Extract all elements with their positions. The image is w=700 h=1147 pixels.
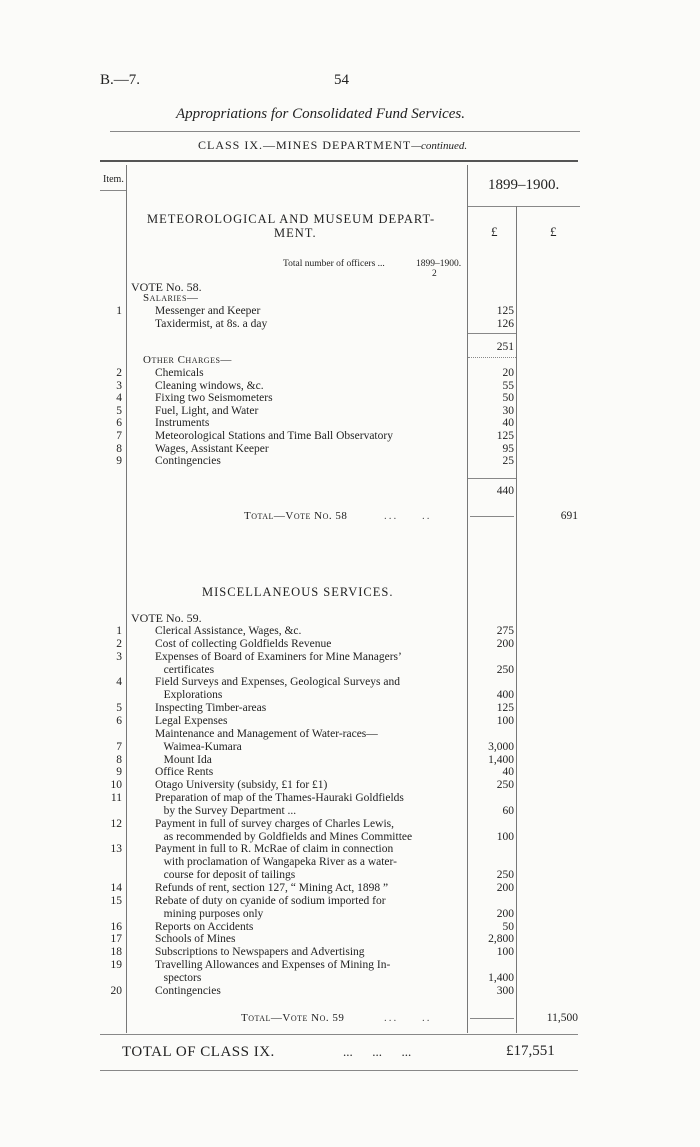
item-description: as recommended by Goldfields and Mines Committee <box>155 830 413 843</box>
item-description: Contingencies <box>155 984 221 997</box>
item-number: 4 <box>116 676 122 689</box>
item-number: 10 <box>110 779 122 792</box>
item-description: Subscriptions to Newspapers and Advertising <box>155 946 365 959</box>
item-number: 19 <box>110 959 122 972</box>
item-number: 7 <box>116 740 122 753</box>
item-description: Payment in full of survey charges of Charles Lewis, <box>155 817 394 830</box>
vote-58-heading: VOTE No. 58. <box>131 280 202 294</box>
item-number: 1 <box>116 305 122 317</box>
item-description: Preparation of map of the Thames-Hauraki Goldfields <box>155 792 404 805</box>
item-number: 13 <box>110 843 122 856</box>
item-number: 2 <box>116 367 122 379</box>
item-amount: 1,400 <box>488 753 514 766</box>
other-subtotal: 440 <box>496 485 514 497</box>
item-amount: 100 <box>496 830 514 843</box>
item-description: Cost of collecting Goldfields Revenue <box>155 637 332 650</box>
item-number: 8 <box>116 442 122 455</box>
ledger-row <box>0 984 700 998</box>
page-title: Appropriations for Consolidated Fund Services. <box>176 106 466 122</box>
item-description: Payment in full to R. McRae of claim in connection <box>155 843 394 856</box>
item-number: 18 <box>110 946 122 959</box>
item-number: 5 <box>116 404 122 417</box>
item-amount: 250 <box>496 779 514 792</box>
item-number: 5 <box>116 702 122 715</box>
vote-59-total-label: Total—Vote No. 59 <box>241 1012 345 1024</box>
item-description: spectors <box>155 971 202 984</box>
item-amount: 40 <box>502 417 514 430</box>
grand-total-dots: ... ... ... <box>343 1044 412 1059</box>
item-description: Refunds of rent, section 127, “ Mining Act, 1898 ” <box>155 882 389 894</box>
item-description: Waimea-Kumara <box>155 740 242 753</box>
pound-header-2: £ <box>550 224 557 239</box>
item-amount: 250 <box>496 663 514 676</box>
other-charges-heading: Other Charges— <box>143 354 232 366</box>
title-rule <box>110 131 580 132</box>
item-number: 16 <box>110 920 122 933</box>
vote-59-total: 11,500 <box>546 1012 578 1024</box>
page-number: 54 <box>334 72 349 88</box>
salaries-subtotal: 251 <box>496 341 514 353</box>
item-number: 3 <box>116 650 122 663</box>
vote-58-total-label: Total—Vote No. 58 <box>244 510 348 522</box>
vote-58-total-rule <box>470 516 514 517</box>
officers-label: Total number of officers ... <box>283 259 385 269</box>
item-column-header: Item. <box>103 174 124 185</box>
item-description: Expenses of Board of Examiners for Mine Managers’ <box>155 650 402 663</box>
item-amount: 125 <box>496 702 514 715</box>
item-description: Mount Ida <box>155 753 212 766</box>
item-description: Messenger and Keeper <box>155 305 261 317</box>
item-number: 14 <box>110 882 122 894</box>
item-description: Meteorological Stations and Time Ball Observatory <box>155 430 393 442</box>
item-description: by the Survey Department ... <box>155 804 297 817</box>
item-amount: 20 <box>502 367 514 379</box>
vote-58-total-dots: ... .. <box>384 510 432 522</box>
item-number: 3 <box>116 379 122 392</box>
vote-59-heading: VOTE No. 59. <box>131 611 202 625</box>
item-amount: 300 <box>496 984 514 997</box>
item-number: 4 <box>116 392 122 405</box>
item-amount: 125 <box>496 430 514 442</box>
item-description: Contingencies <box>155 455 221 468</box>
item-amount: 30 <box>502 404 514 417</box>
misc-services-heading: MISCELLANEOUS SERVICES. <box>202 585 394 599</box>
item-description: Reports on Accidents <box>155 920 254 933</box>
item-description: Otago University (subsidy, £1 for £1) <box>155 779 328 792</box>
officers-count: 2 <box>432 269 437 279</box>
section-heading-line2: MENT. <box>274 226 317 240</box>
item-number: 17 <box>110 933 122 946</box>
item-number: 6 <box>116 714 122 727</box>
item-amount: 95 <box>502 442 514 455</box>
continued-note: —continued. <box>411 140 468 152</box>
item-description: mining purposes only <box>155 907 264 920</box>
ledger-row <box>0 317 700 331</box>
item-amount: 40 <box>502 766 514 779</box>
item-number: 9 <box>116 455 122 468</box>
item-description: Fixing two Seismometers <box>155 392 273 405</box>
class-line: CLASS IX.—MINES DEPARTMENT <box>198 138 412 152</box>
item-amount: 2,800 <box>488 933 514 946</box>
salaries-heading: Salaries— <box>143 292 199 304</box>
item-number: 2 <box>116 637 122 650</box>
section-heading-line1: METEOROLOGICAL AND MUSEUM DEPART- <box>147 212 436 226</box>
class-heading <box>198 138 467 153</box>
item-description: Fuel, Light, and Water <box>155 404 259 417</box>
header-rule <box>100 160 578 162</box>
item-description: Office Rents <box>155 766 214 779</box>
item-description: Inspecting Timber-areas <box>155 702 267 715</box>
item-amount: 250 <box>496 869 514 882</box>
item-amount: 50 <box>502 920 514 933</box>
grand-total-rule-bottom <box>100 1070 578 1071</box>
item-description: Taxidermist, at 8s. a day <box>155 317 268 330</box>
item-description: Rebate of duty on cyanide of sodium imported for <box>155 894 386 907</box>
item-description: Instruments <box>155 417 210 430</box>
item-description: Schools of Mines <box>155 933 236 946</box>
grand-total-label: TOTAL OF CLASS IX. <box>122 1044 275 1060</box>
other-subtotal-rule <box>468 478 516 479</box>
item-number: 6 <box>116 417 122 430</box>
item-description: Legal Expenses <box>155 714 228 727</box>
item-amount: 400 <box>496 689 514 702</box>
pound-header-1: £ <box>491 224 498 239</box>
vote-58-total: 691 <box>560 510 578 522</box>
document-reference: B.—7. <box>100 72 141 88</box>
item-amount: 200 <box>496 882 514 894</box>
item-amount: 1,400 <box>488 971 514 984</box>
item-description: Cleaning windows, &c. <box>155 379 264 392</box>
item-amount: 126 <box>496 317 514 330</box>
item-number: 15 <box>110 894 122 907</box>
item-amount: 125 <box>496 305 514 317</box>
vote-59-total-dots: ... .. <box>384 1012 432 1024</box>
item-amount: 100 <box>496 714 514 727</box>
item-description: Field Surveys and Expenses, Geological Surveys and <box>155 676 400 689</box>
item-description: Chemicals <box>155 367 204 379</box>
item-amount: 100 <box>496 946 514 959</box>
item-amount: 275 <box>496 625 514 637</box>
ledger-row <box>0 454 700 468</box>
item-header-rule <box>100 190 126 191</box>
item-description: certificates <box>155 663 215 676</box>
year-column-header: 1899–1900. <box>488 177 560 193</box>
item-number: 7 <box>116 430 122 442</box>
year-header-rule <box>468 206 580 207</box>
item-amount: 200 <box>496 637 514 650</box>
officers-year: 1899–1900. <box>416 259 462 269</box>
item-description: Maintenance and Management of Water-races— <box>155 727 378 740</box>
item-description: Travelling Allowances and Expenses of Mining In- <box>155 959 391 972</box>
item-description: Clerical Assistance, Wages, &c. <box>155 625 302 637</box>
item-amount: 25 <box>502 455 514 468</box>
item-description: Wages, Assistant Keeper <box>155 442 269 455</box>
item-number: 12 <box>110 817 122 830</box>
item-amount: 200 <box>496 907 514 920</box>
item-number: 9 <box>116 766 122 779</box>
salaries-subtotal-rule <box>468 333 516 334</box>
item-number: 8 <box>116 753 122 766</box>
item-amount: 50 <box>502 392 514 405</box>
item-amount: 60 <box>502 804 514 817</box>
salaries-subtotal-rule-2 <box>468 357 516 358</box>
item-number: 1 <box>116 625 122 637</box>
item-description: course for deposit of tailings <box>155 869 296 882</box>
item-description: with proclamation of Wangapeka River as a water- <box>155 856 397 869</box>
item-number: 20 <box>110 984 122 997</box>
grand-total-rule-top <box>100 1034 578 1035</box>
item-number: 11 <box>110 792 122 805</box>
item-amount: 55 <box>502 379 514 392</box>
grand-total-amount: £17,551 <box>506 1043 555 1059</box>
item-description: Explorations <box>155 689 223 702</box>
vote-59-total-rule <box>470 1018 514 1019</box>
item-amount: 3,000 <box>488 740 514 753</box>
